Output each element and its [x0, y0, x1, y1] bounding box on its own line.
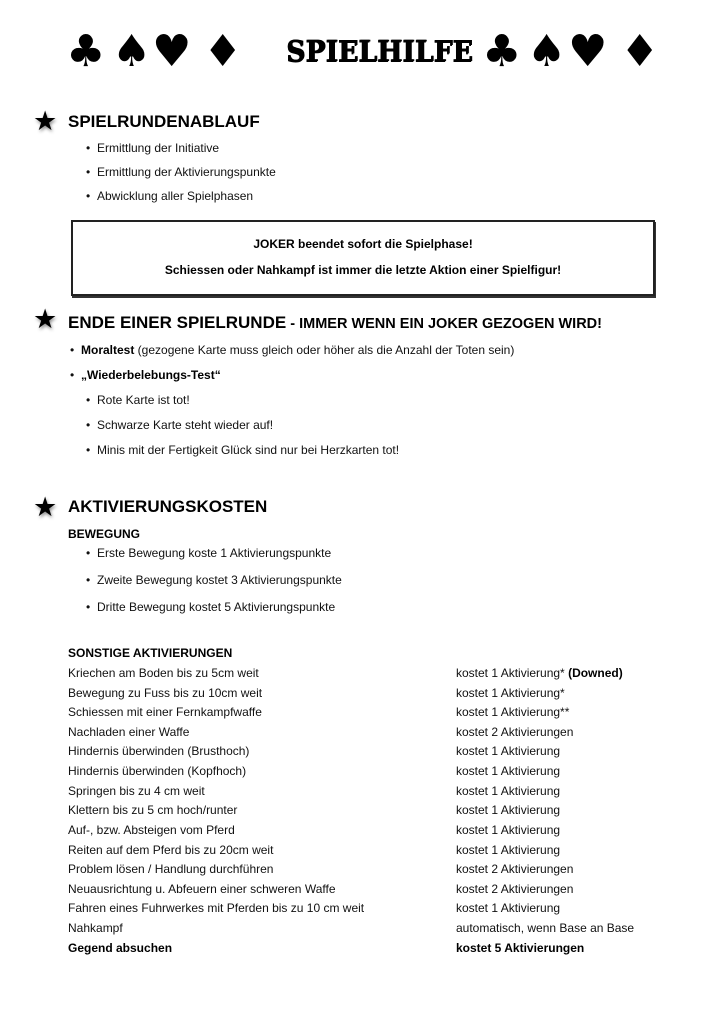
cost-text: automatisch, wenn Base an Base: [456, 921, 635, 935]
action-cell: Problem lösen / Handlung durchführen: [68, 862, 274, 876]
cost-cell: [456, 882, 573, 896]
bullet: •: [86, 189, 91, 203]
action-cell: Hindernis überwinden (Brusthoch): [68, 744, 250, 758]
cost-text: kostet 1 Aktivierung: [456, 764, 561, 778]
list-item: [86, 600, 335, 614]
bullet: •: [70, 343, 75, 357]
action-cell: Fahren eines Fuhrwerkes mit Pferden bis zu 10 cm weit: [68, 901, 365, 915]
list-item-text: Minis mit der Fertigkeit Glück sind nur bei Herzkarten tot!: [97, 443, 400, 457]
cost-text: kostet 2 Aktivierungen: [456, 862, 574, 876]
action-cell: Hindernis überwinden (Kopfhoch): [68, 764, 247, 778]
cost-cell: [456, 686, 565, 700]
list-item-text: Zweite Bewegung kostet 3 Aktivierungspunkte: [97, 573, 342, 587]
table-row: [68, 744, 668, 760]
revive-label: „Wiederbelebungs-Test“: [81, 368, 221, 382]
action-cell: Nachladen einer Waffe: [68, 725, 190, 739]
cost-note: (Downed): [564, 666, 623, 680]
list-item-text: Ermittlung der Aktivierungspunkte: [97, 165, 276, 179]
star-icon: ★: [33, 492, 58, 523]
bullet: •: [70, 368, 75, 382]
diamond-icon: ♦: [620, 26, 660, 77]
action-cell: Gegend absuchen: [68, 941, 173, 955]
spade-icon: ♠: [527, 26, 567, 77]
cost-text: kostet 1 Aktivierung: [456, 784, 561, 798]
heading-main: ENDE EINER SPIELRUNDE: [68, 313, 287, 332]
cost-cell: [456, 705, 569, 719]
table-row: [68, 725, 668, 741]
action-cell: Nahkampf: [68, 921, 123, 935]
notice-line-last-action: Schiessen oder Nahkampf ist immer die letzte Aktion einer Spielfigur!: [164, 263, 562, 277]
subheading-sonstige-aktivierungen: SONSTIGE AKTIVIERUNGEN: [68, 646, 233, 660]
cost-text: kostet 1 Aktivierung: [456, 744, 561, 758]
moraltest-label: Moraltest: [81, 343, 135, 357]
star-icon: ★: [33, 106, 58, 137]
section-heading-ende-einer-spielrunde: [68, 313, 602, 333]
list-item: [86, 141, 219, 155]
cost-text: kostet 1 Aktivierung: [456, 901, 561, 915]
table-row: [68, 882, 668, 898]
table-row: [68, 901, 668, 917]
table-row: [68, 784, 668, 800]
cost-cell: [456, 744, 560, 758]
spade-icon: ♠: [112, 26, 152, 77]
cost-cell: [456, 784, 560, 798]
subheading-bewegung: BEWEGUNG: [68, 527, 140, 541]
cost-cell: [456, 764, 560, 778]
bullet: •: [86, 418, 91, 432]
cost-cell: [456, 666, 623, 680]
bullet: •: [86, 393, 91, 407]
action-cell: Kriechen am Boden bis zu 5cm weit: [68, 666, 259, 680]
list-item: [86, 418, 273, 432]
cost-cell: [456, 843, 560, 857]
moraltest-text: (gezogene Karte muss gleich oder höher als die Anzahl der Toten sein): [134, 343, 515, 357]
heart-icon: ♥: [568, 26, 608, 77]
action-cell: Neuausrichtung u. Abfeuern einer schweren Waffe: [68, 882, 336, 896]
table-row: [68, 686, 668, 702]
action-cell: Schiessen mit einer Fernkampfwaffe: [68, 705, 262, 719]
club-icon: ♣: [482, 26, 522, 77]
bullet: •: [86, 546, 91, 560]
list-item: [86, 546, 331, 560]
list-item: [86, 573, 342, 587]
club-icon: ♣: [66, 26, 106, 77]
section-heading-spielrundenablauf: SPIELRUNDENABLAUF: [68, 112, 260, 131]
list-item-text: Abwicklung aller Spielphasen: [97, 189, 254, 203]
action-cell: Klettern bis zu 5 cm hoch/runter: [68, 803, 238, 817]
list-item: [86, 189, 253, 203]
bullet: •: [86, 600, 91, 614]
heading-sub: - IMMER WENN EIN JOKER GEZOGEN WIRD!: [286, 316, 602, 332]
table-row-gegend-absuchen: [68, 941, 668, 957]
cost-cell: kostet 5 Aktivierungen: [456, 941, 585, 955]
table-row: [68, 823, 668, 839]
table-row: [68, 921, 668, 937]
cost-cell: [456, 862, 573, 876]
cost-text: kostet 2 Aktivierungen: [456, 725, 574, 739]
table-row: [68, 666, 668, 682]
cost-text: kostet 1 Aktivierung*: [456, 666, 565, 680]
list-item-moraltest: [70, 343, 514, 357]
list-item: [86, 443, 399, 457]
action-cell: Springen bis zu 4 cm weit: [68, 784, 205, 798]
cost-text: kostet 2 Aktivierungen: [456, 882, 574, 896]
list-item-text: Ermittlung der Initiative: [97, 141, 220, 155]
list-item: [86, 393, 190, 407]
list-item-text: Dritte Bewegung kostet 5 Aktivierungspunkte: [97, 600, 336, 614]
cost-cell: [456, 921, 634, 935]
notice-box: [71, 220, 655, 296]
table-row: [68, 764, 668, 780]
section-heading-aktivierungskosten: AKTIVIERUNGSKOSTEN: [68, 497, 268, 516]
table-row: [68, 705, 668, 721]
table-row: [68, 862, 668, 878]
cost-text: kostet 1 Aktivierung**: [456, 705, 570, 719]
bullet: •: [86, 443, 91, 457]
diamond-icon: ♦: [203, 26, 243, 77]
list-item: [86, 165, 276, 179]
heart-icon: ♥: [152, 26, 192, 77]
list-item-text: Schwarze Karte steht wieder auf!: [97, 418, 274, 432]
cost-text: kostet 1 Aktivierung: [456, 843, 561, 857]
cost-cell: [456, 823, 560, 837]
cost-cell: [456, 901, 560, 915]
page-title: SPIELHILFE: [286, 34, 473, 68]
table-row: [68, 803, 668, 819]
cost-text: kostet 1 Aktivierung*: [456, 686, 565, 700]
bullet: •: [86, 141, 91, 155]
notice-line-joker: JOKER beendet sofort die Spielphase!: [253, 237, 473, 251]
cost-cell: [456, 725, 573, 739]
star-icon: ★: [33, 304, 58, 335]
list-item-revive: [70, 368, 221, 382]
list-item-text: Rote Karte ist tot!: [97, 393, 190, 407]
list-item-text: Erste Bewegung koste 1 Aktivierungspunkte: [97, 546, 332, 560]
bullet: •: [86, 165, 91, 179]
cost-text: kostet 1 Aktivierung: [456, 823, 561, 837]
table-row: [68, 843, 668, 859]
action-cell: Bewegung zu Fuss bis zu 10cm weit: [68, 686, 263, 700]
bullet: •: [86, 573, 91, 587]
cost-text: kostet 1 Aktivierung: [456, 803, 561, 817]
cost-cell: [456, 803, 560, 817]
action-cell: Reiten auf dem Pferd bis zu 20cm weit: [68, 843, 274, 857]
action-cell: Auf-, bzw. Absteigen vom Pferd: [68, 823, 235, 837]
